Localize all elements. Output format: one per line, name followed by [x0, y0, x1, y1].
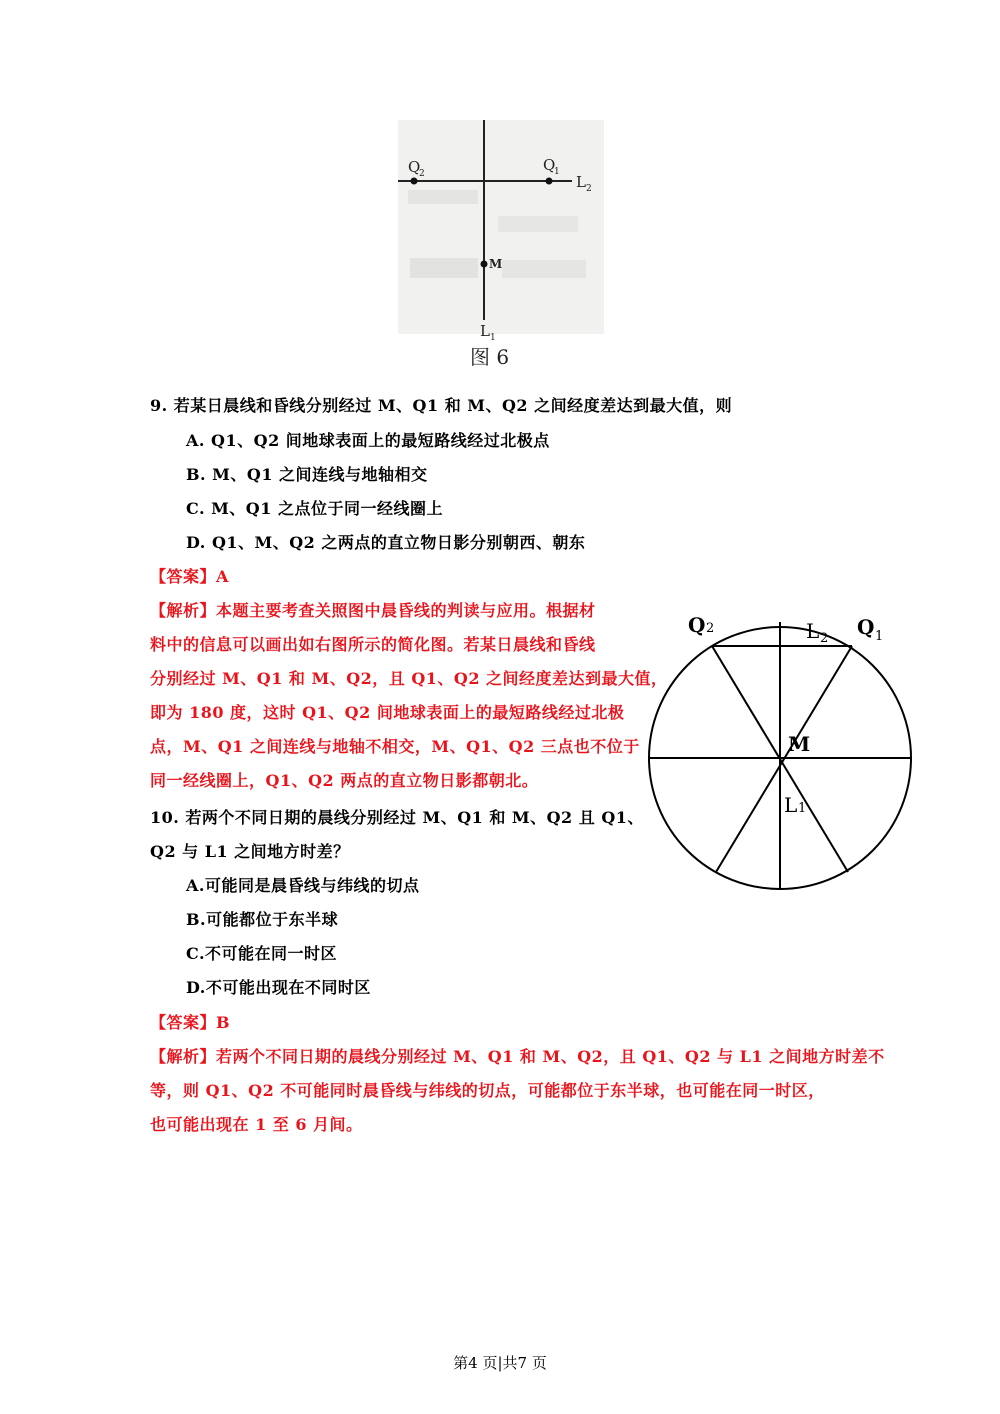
q10-option-b: B.可能都位于东半球 — [186, 910, 339, 929]
q9-stem: 9. 若某日晨线和昏线分别经过 M、Q1 和 M、Q2 之间经度差达到最大值，则 — [150, 396, 733, 415]
l2-label: L — [576, 173, 586, 191]
circle-diagram — [640, 602, 930, 902]
l1-label-sub: 1 — [490, 333, 496, 343]
figure-6-diagram — [398, 120, 604, 374]
q2-label: Q — [408, 158, 421, 176]
q10-option-d: D.不可能出现在不同时区 — [186, 978, 371, 997]
q9-analysis-line: 即为 180 度，这时 Q1、Q2 间地球表面上的最短路线经过北极 — [150, 703, 625, 722]
q9-analysis-line: 点，M、Q1 之间连线与地轴不相交，M、Q1、Q2 三点也不位于 — [150, 737, 640, 756]
q1-label-sub: 1 — [875, 629, 884, 644]
simplified-circle-figure — [640, 602, 930, 902]
q1-label-sub: 1 — [554, 167, 560, 177]
q2-label-sub: 2 — [706, 621, 715, 636]
page-footer: 第4 页|共7 页 — [453, 1354, 547, 1372]
q10-option-a: A.可能同是晨昏线与纬线的切点 — [186, 876, 420, 895]
l2-label-sub: 2 — [586, 184, 592, 194]
q1-label: Q — [857, 615, 875, 639]
l1-label: L — [480, 322, 490, 340]
q9-analysis-line: 分别经过 M、Q1 和 M、Q2，且 Q1、Q2 之间经度差达到最大值， — [150, 669, 668, 688]
q10-analysis-line: 也可能出现在 1 至 6 月间。 — [150, 1115, 363, 1134]
l1-label-sub: 1 — [798, 801, 807, 816]
q9-analysis-line: 同一经线圈上，Q1、Q2 两点的直立物日影都朝北。 — [150, 771, 539, 790]
q2-point — [411, 178, 418, 185]
q9-option-b: B. M、Q1 之间连线与地轴相交 — [186, 465, 428, 484]
q10-stem: Q2 与 L1 之间地方时差？ — [150, 842, 350, 861]
m-point — [481, 261, 488, 268]
figure-6 — [398, 120, 604, 374]
q10-option-c: C.不可能在同一时区 — [186, 944, 338, 963]
q10-analysis-line: 等，则 Q1、Q2 不可能同时晨昏线与纬线的切点，可能都位于东半球，也可能在同一时区， — [150, 1081, 825, 1100]
l1-label: L — [784, 793, 798, 817]
q1-label: Q — [543, 156, 556, 174]
q10-analysis-line: 【解析】若两个不同日期的晨线分别经过 M、Q1 和 M、Q2，且 Q1、Q2 与 L1 之间地方时差不 — [150, 1047, 885, 1066]
q10-stem: 10. 若两个不同日期的晨线分别经过 M、Q1 和 M、Q2 且 Q1、 — [150, 808, 644, 827]
q10-answer: 【答案】B — [150, 1013, 231, 1032]
m-label: M — [489, 257, 503, 271]
m-label: M — [788, 732, 811, 756]
q2-label-sub: 2 — [419, 169, 425, 179]
q9-answer: 【答案】A — [150, 567, 229, 586]
q9-analysis-line: 料中的信息可以画出如右图所示的简化图。若某日晨线和昏线 — [150, 635, 596, 654]
l2-label: L — [806, 619, 820, 643]
q9-option-c: C. M、Q1 之点位于同一经线圈上 — [186, 499, 443, 518]
q9-analysis-line: 【解析】本题主要考查关照图中晨昏线的判读与应用。根据材 — [150, 601, 596, 620]
q2-label: Q — [688, 613, 706, 637]
l2-label-sub: 2 — [820, 631, 829, 646]
q1-point — [546, 178, 553, 185]
q9-option-d: D. Q1、M、Q2 之两点的直立物日影分别朝西、朝东 — [186, 533, 586, 552]
q9-option-a: A. Q1、Q2 间地球表面上的最短路线经过北极点 — [186, 431, 550, 450]
figure-6-caption: 图 6 — [470, 345, 510, 369]
